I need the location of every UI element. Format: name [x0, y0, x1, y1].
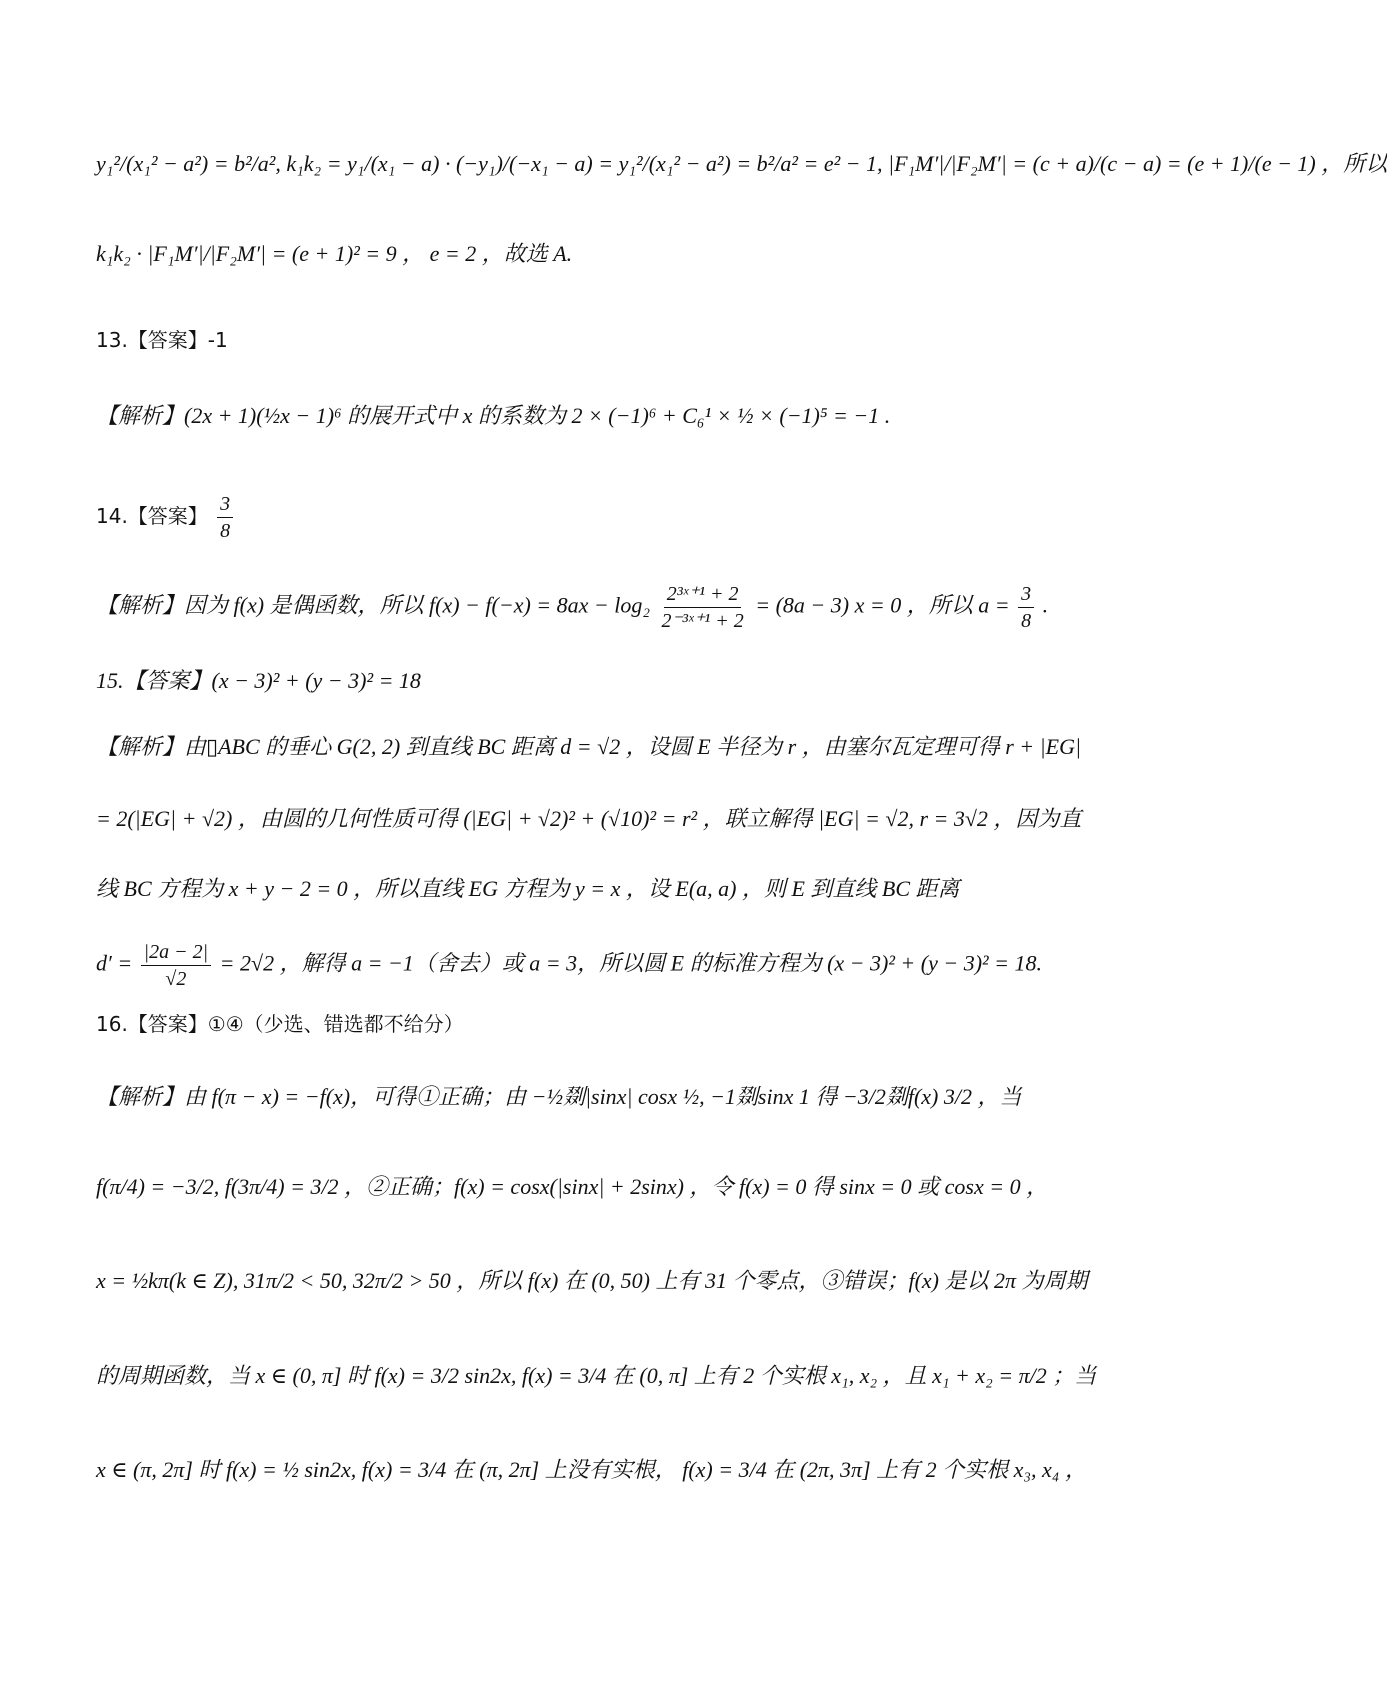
q16-analysis-line-5: x ∈ (π, 2π] 时 f(x) = ½ sin2x, f(x) = 3/4 在 (π, 2π] 上没有实根， f(x) = 3/4 在 (2π, 3π] 上有 2 个实根 x₃, x₄ ， — [96, 1457, 1087, 1482]
q15-answer: 15.【答案】(x − 3)² + (y − 3)² = 18 — [96, 668, 421, 693]
q15-distance-denominator: √2 — [165, 968, 187, 990]
q15-distance-fraction — [141, 940, 212, 991]
q16-answer: 16.【答案】①④（少选、错选都不给分） — [96, 1012, 464, 1036]
q13-answer: 13.【答案】-1 — [96, 328, 228, 352]
q14-answer-fraction — [217, 492, 233, 543]
q14-analysis-prefix: 【解析】因为 f(x) 是偶函数，所以 f(x) − f(−x) = 8ax − log₂ — [96, 592, 650, 618]
q14-answer-label: 14.【答案】 — [96, 504, 208, 528]
q14-analysis-end: . — [1042, 592, 1049, 618]
q16-analysis-line-3: x = ½kπ(k ∈ Z), 31π/2 < 50, 32π/2 > 50 ，所以 f(x) 在 (0, 50) 上有 31 个零点，③错误；f(x) 是以 2π 为周期 — [96, 1268, 1088, 1293]
q15-analysis-line-4-suffix: = 2√2 ，解得 a = −1（舍去）或 a = 3，所以圆 E 的标准方程为 (x − 3)² + (y − 3)² = 18. — [219, 950, 1042, 976]
q16-analysis-line-1: 【解析】由 f(π − x) = −f(x)，可得①正确；由 −½剟|sinx| cosx ½, −1剟sinx 1 得 −3/2剟f(x) 3/2 ，当 — [96, 1084, 1022, 1109]
q15-analysis-line-3: 线 BC 方程为 x + y − 2 = 0 ，所以直线 EG 方程为 y = x ，设 E(a, a) ，则 E 到直线 BC 距离 — [96, 876, 960, 901]
q15-analysis-line-4 — [96, 940, 1140, 991]
q14-answer-numerator: 3 — [217, 492, 233, 518]
q14-answer — [96, 492, 1140, 543]
q13-analysis: 【解析】(2x + 1)(½x − 1)⁶ 的展开式中 x 的系数为 2 × (−1)⁶ + C₆¹ × ½ × (−1)⁵ = −1 . — [96, 403, 891, 428]
q14-log-fraction — [659, 582, 747, 633]
q14-analysis — [96, 582, 1140, 633]
q14-answer-denominator: 8 — [220, 520, 231, 542]
q15-analysis-line-1: 【解析】由▯ABC 的垂心 G(2, 2) 到直线 BC 距离 d = √2 ，设圆 E 半径为 r ，由塞尔瓦定理可得 r + |EG| — [96, 734, 1082, 759]
q14-a-denominator: 8 — [1021, 610, 1032, 632]
q14-analysis-suffix: = (8a − 3) x = 0 ，所以 a = — [755, 592, 1010, 618]
q15-analysis-line-2: = 2(|EG| + √2) ，由圆的几何性质可得 (|EG| + √2)² + (√10)² = r² ，联立解得 |EG| = √2, r = 3√2 ，因为直 — [96, 806, 1082, 831]
q14-log-denominator: 2⁻³ˣ⁺¹ + 2 — [661, 610, 744, 632]
q15-dprime-label: d′ = — [96, 950, 133, 976]
q12-derivation-line-1: y₁²/(x₁² − a²) = b²/a², k₁k₂ = y₁/(x₁ − a) · (−y₁)/(−x₁ − a) = y₁²/(x₁² − a²) = b²/a² = e² − 1, |F₁M′|/|F₂M′| = (c + a)/(c − a) = (e + 1)/(e − 1) ，所以 — [96, 151, 1387, 176]
q14-a-fraction — [1018, 582, 1034, 633]
q16-analysis-line-4: 的周期函数，当 x ∈ (0, π] 时 f(x) = 3/2 sin2x, f(x) = 3/4 在 (0, π] 上有 2 个实根 x₁, x₂ ，且 x₁ + x₂ = π/2 ；当 — [96, 1363, 1097, 1388]
q16-analysis-line-2: f(π/4) = −3/2, f(3π/4) = 3/2 ，②正确；f(x) = cosx(|sinx| + 2sinx) ，令 f(x) = 0 得 sinx = 0 或 cosx = 0 ， — [96, 1174, 1049, 1199]
q12-derivation-line-2: k₁k₂ · |F₁M′|/|F₂M′| = (e + 1)² = 9 ， e = 2 ，故选 A. — [96, 241, 573, 266]
q15-distance-numerator: |2a − 2| — [141, 940, 212, 966]
q14-log-numerator: 2³ˣ⁺¹ + 2 — [664, 582, 742, 608]
q14-a-numerator: 3 — [1018, 582, 1034, 608]
